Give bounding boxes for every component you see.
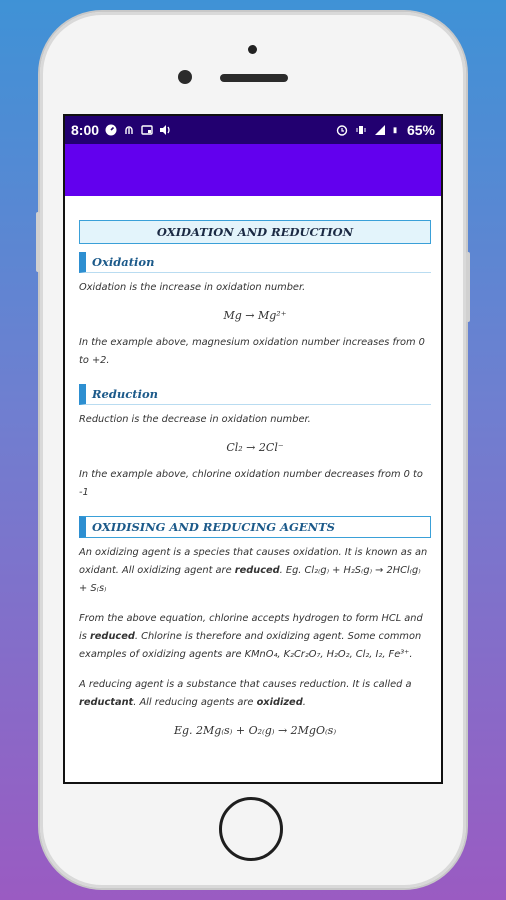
status-bar	[65, 116, 441, 144]
fingerprint-icon	[123, 124, 135, 136]
status-time: 8:00	[71, 122, 100, 138]
signal-icon	[374, 124, 386, 136]
p3-bold-oxidized: oxidized	[256, 697, 303, 708]
page-title: OXIDATION AND REDUCTION	[79, 220, 431, 244]
section-heading-agents: OXIDISING AND REDUCING AGENTS	[79, 516, 431, 538]
reduction-equation: Cl₂ → 2Cl⁻	[226, 441, 284, 454]
earpiece-speaker	[220, 74, 288, 82]
cast-icon	[141, 124, 153, 136]
lesson-content[interactable]	[65, 196, 441, 737]
volume-button	[36, 212, 40, 272]
oxidation-equation: Mg → Mg²⁺	[223, 309, 287, 322]
battery-percent: 65%	[406, 122, 435, 138]
screen	[63, 114, 443, 784]
volume-icon	[159, 124, 171, 136]
oxidation-definition: Oxidation is the increase in oxidation number.	[79, 282, 306, 293]
p1-text: An oxidizing agent is a species that causes oxidation. It is known as an oxidant. All oxidizing agent are	[79, 547, 428, 576]
proximity-sensor	[248, 45, 257, 54]
oxidizing-agent-paragraph	[79, 544, 431, 598]
chlorine-paragraph	[79, 610, 431, 664]
reducing-agent-equation: Eg. 2Mg₍s₎ + O₂₍g₎ → 2MgO₍s₎	[173, 724, 337, 737]
reducing-agent-paragraph	[79, 676, 431, 712]
p3-end: .	[302, 697, 306, 708]
p1-bold: reduced	[234, 565, 280, 576]
alarm-icon	[336, 124, 348, 136]
reduction-definition: Reduction is the decrease in oxidation number.	[79, 414, 311, 425]
power-button	[466, 252, 470, 322]
front-camera-icon	[178, 70, 192, 84]
section-heading-reduction: Reduction	[79, 384, 431, 405]
p1-equation: . Eg. Cl₂₍g₎ + H₂S₍g₎ → 2HCl₍g₎ + S₍s₎	[79, 565, 421, 594]
p2-bold: reduced	[89, 631, 135, 642]
p3-bold-reductant: reductant	[79, 697, 134, 708]
app-bar	[65, 144, 441, 196]
p2-rest: . Chlorine is therefore and oxidizing agent. Some common examples of oxidizing agents are KMnO₄, K₂Cr₂O₇, H₂O₂, Cl₂, I₂, Fe³⁺.	[79, 631, 422, 660]
reduction-explanation: In the example above, chlorine oxidation number decreases from 0 to -1	[79, 469, 423, 498]
vibrate-icon	[355, 124, 367, 136]
battery-icon	[393, 124, 400, 136]
oxidation-explanation: In the example above, magnesium oxidation number increases from 0 to +2.	[79, 337, 425, 366]
p3-text: A reducing agent is a substance that causes reduction. It is called a	[79, 679, 412, 690]
p3-mid: . All reducing agents are	[133, 697, 257, 708]
section-heading-oxidation: Oxidation	[79, 252, 431, 273]
home-button[interactable]	[219, 797, 283, 861]
p2-text: From the above equation, chlorine accepts hydrogen to form HCL and is	[79, 613, 423, 642]
speed-icon	[105, 124, 117, 136]
